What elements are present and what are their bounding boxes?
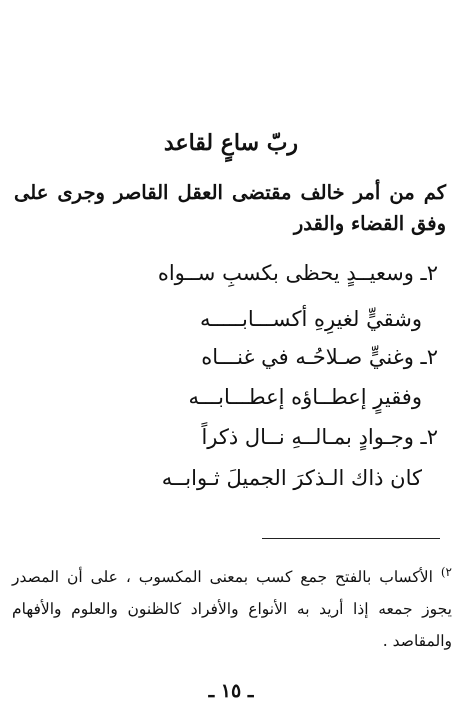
footnote bbox=[12, 561, 452, 657]
verse-1-second-hemistich: وشقيٍّ لغيرِهِ أكســـابـــــه bbox=[200, 307, 422, 331]
footnote-divider bbox=[262, 538, 440, 539]
verse-3-second-hemistich: كان ذاك الـذكرَ الجميلَ ثـوابــه bbox=[161, 466, 422, 490]
page-number: ـ ١٥ ـ bbox=[208, 680, 254, 702]
footnote-text: الأكساب بالفتح جمع كسب بمعنى المكسوب ، على أن المصدر يجوز جمعه إذا أريد به الأنواع والأفراد كالظنون والعلوم والأفهام والمقاصد . bbox=[12, 568, 452, 650]
verse-2-second-hemistich: وفقيرٍ إعطــاؤه إعطـــابـــه bbox=[188, 385, 422, 409]
intro-text: كم من أمر خالف مقتضى العقل القاصر وجرى على وفق القضاء والقدر bbox=[14, 181, 446, 235]
verse-3-first-hemistich: ٢ـ وجـوادٍ بمـالــهِ نــال ذكراً bbox=[201, 425, 438, 449]
section-heading: ربّ ساعٍ لقاعد bbox=[163, 130, 299, 156]
footnote-marker: ٢) bbox=[440, 564, 452, 579]
verse-2-first-hemistich: ٢ـ وغنيٍّ صـلاحُـه في غنـــاه bbox=[201, 345, 438, 369]
verse-1-first-hemistich: ٢ـ وسعيــدٍ يحظى بكسبِ ســواه bbox=[157, 261, 438, 285]
